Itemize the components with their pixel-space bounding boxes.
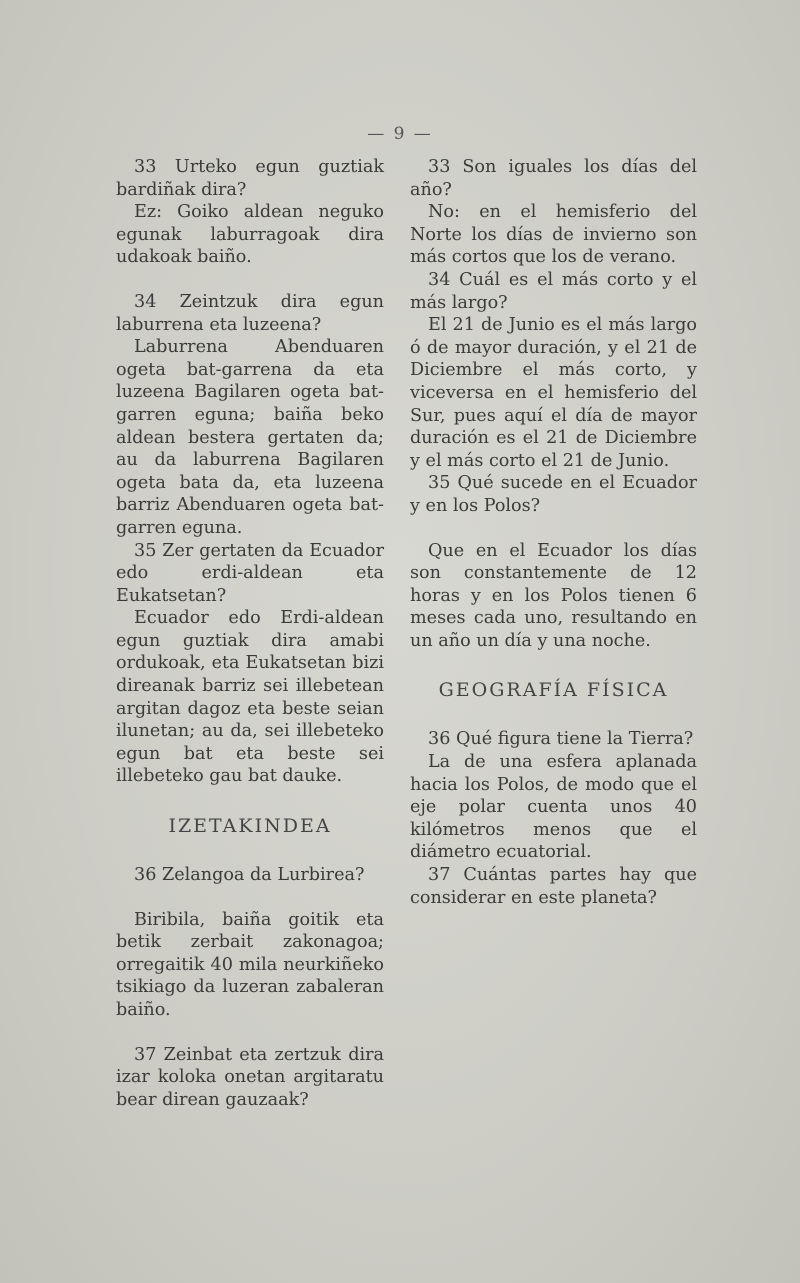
answer-33-spanish: No: en el hemisferio del Norte los días de invierno son más cortos que los de verano. <box>410 202 697 268</box>
section-heading-basque: IZETAKINDEA <box>168 815 332 838</box>
question-34-basque: 34 Zeintzuk dira egun laburrena eta luzeena? <box>116 291 384 335</box>
section-heading-spanish: GEOGRAFÍA FÍSICA <box>438 679 669 702</box>
question-33-spanish: 33 Son iguales los días del año? <box>410 157 697 200</box>
answer-34-spanish: El 21 de Junio es el más largo ó de mayor duración, y el 21 de Diciembre el más corto, y viceversa en el hemisferio del Sur, pues aquí el día de mayor duración es el 21 de Diciembre y el más corto el 21 de Junio. <box>410 315 697 471</box>
answer-35-spanish: Que en el Ecuador los días son constantemente de 12 horas y en los Polos tienen 6 meses cada uno, resultando en un año un día y una noche. <box>410 540 697 651</box>
question-37-basque: 37 Zeinbat eta zertzuk dira izar koloka onetan argitaratu bear direan gauzaak? <box>116 1044 384 1110</box>
question-33-basque: 33 Urteko egun guztiak bardiñak dira? <box>116 157 384 200</box>
question-36-spanish: 36 Qué figura tiene la Tierra? <box>428 729 694 750</box>
basque-column <box>116 156 384 1111</box>
answer-35-basque: Ecuador edo Erdi-aldean egun guztiak dira amabi ordukoak, eta Eukatsetan bizi direanak barriz sei illebetean argitan dagoz eta beste seian ilunetan; au da, sei illebeteko egun bat eta beste sei illebeteko gau bat dauke. <box>116 608 384 787</box>
question-34-spanish: 34 Cuál es el más corto y el más largo? <box>410 269 697 313</box>
answer-34-basque: Laburrena Abenduaren ogeta bat-garrena da eta luzeena Bagilaren ogeta bat-garren eguna; baiña beko aldean bestera gertaten da; au da laburrena Bagilaren ogeta bata da, eta luzeena barriz Abenduaren ogeta bat-garren eguna. <box>116 337 384 538</box>
answer-33-basque: Ez: Goiko aldean neguko egunak laburragoak dira udakoak baiño. <box>116 202 384 268</box>
spanish-column <box>410 156 697 909</box>
question-35-basque: 35 Zer gertaten da Ecuador edo erdi-aldean eta Eukatsetan? <box>116 540 384 606</box>
question-35-spanish: 35 Qué sucede en el Ecuador y en los Polos? <box>410 473 697 516</box>
page-number: — 9 — <box>367 124 433 144</box>
answer-36-spanish: La de una esfera aplanada hacia los Polos, de modo que el eje polar cuenta unos 40 kilómetros menos que el diámetro ecuatorial. <box>410 752 697 863</box>
question-36-basque: 36 Zelangoa da Lurbirea? <box>134 865 365 886</box>
answer-36-basque: Biribila, baiña goitik eta betik zerbait zakonagoa; orregaitik 40 mila neurkiñeko tsikiago da luzeran zabaleran baiño. <box>116 909 384 1020</box>
question-37-spanish: 37 Cuántas partes hay que considerar en este planeta? <box>410 865 697 908</box>
